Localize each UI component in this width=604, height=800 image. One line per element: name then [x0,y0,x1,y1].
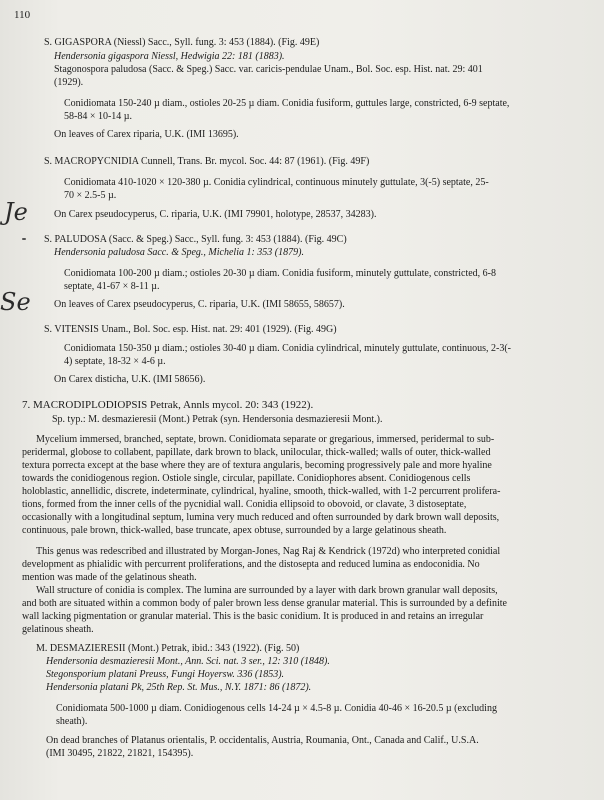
text-line: This genus was redescribed and illustrated by Morgan-Jones, Nag Raj & Kendrick (1972d) who interpreted conidial [36,546,501,557]
handwritten-mark-je: Je [4,198,28,226]
text-line: peridermal, globose to collabent, papillate, dark brown to black, unilocular, thick-walled; walls of outer, thick-walled [22,447,491,458]
genus-type-species: Sp. typ.: M. desmazieresii (Mont.) Petrak (syn. Hendersonia desmazieresii Mont.). [52,414,383,425]
entry-gigaspora-synonym-1: Hendersonia gigaspora Niessl, Hedwigia 22: 181 (1883). [54,51,285,62]
entry-desmazieresii-synonym-2: Stegonsporium platani Preuss, Fungi Hoyersw. 336 (1853). [46,669,285,680]
entry-gigaspora-synonym-2-cont: (1929). [54,77,84,88]
entry-gigaspora-synonym-2: Stagonospora paludosa (Sacc. & Speg.) Sacc. var. caricis-pendulae Unam., Bol. Soc. esp. Hist. nat. 29: 401 [54,64,483,75]
entry-paludosa-heading: S. PALUDOSA (Sacc. & Speg.) Sacc., Syll. fung. 3: 453 (1884). (Fig. 49C) [44,234,347,245]
entry-paludosa-description: Conidiomata 100-200 µ diam.; ostioles 20-30 µ diam. Conidia fusiform, minutely guttulate, constricted, 6-8 [64,268,497,279]
handwritten-mark-se: Se [0,288,31,316]
genus-wall-structure [22,584,582,636]
entry-desmazieresii-host: On dead branches of Platanus orientalis, P. occidentalis, Austria, Roumania, Ont., Canada and Calif., U.S.A. [46,735,479,746]
text-line: textura porrecta except at the base where they are of textura angularis, becoming progressively pale and more hyaline [22,460,492,471]
entry-desmazieresii-heading: M. DESMAZIERESII (Mont.) Petrak, ibid.: 343 (1922). (Fig. 50) [36,643,300,654]
text-line: towards the conidiogenous region. Ostiole single, circular, papillate. Conidiophores absent. Conidiogenous cells [22,473,471,484]
text-line: holoblastic, annellidic, discrete, indeterminate, cylindrical, hyaline, smooth, thick-walled, with 1-2 percurrent prolifera- [22,486,501,497]
entry-gigaspora-description-cont: 58-84 × 10-14 µ. [64,111,133,122]
entry-macropycnidia-heading: S. MACROPYCNIDIA Cunnell, Trans. Br. mycol. Soc. 44: 87 (1961). (Fig. 49F) [44,156,370,167]
entry-paludosa-description-cont: septate, 41-67 × 8-11 µ. [64,281,160,292]
text-line: continuous, pale brown, thick-walled, base truncate, apex obtuse, surrounded by a large gelatinous sheath. [22,525,447,536]
entry-desmazieresii-host-cont: (IMI 30495, 21822, 21821, 154395). [46,748,194,759]
entry-macropycnidia-host: On Carex pseudocyperus, C. riparia, U.K. (IMI 79901, holotype, 28537, 34283). [54,209,377,220]
text-line: gelatinous sheath. [22,624,94,635]
entry-vitensis-heading: S. VITENSIS Unam., Bol. Soc. esp. Hist. nat. 29: 401 (1929). (Fig. 49G) [44,324,337,335]
entry-paludosa-synonym: Hendersonia paludosa Sacc. & Speg., Michelia 1: 353 (1879). [54,247,304,258]
entry-macropycnidia-description-cont: 70 × 2.5-5 µ. [64,190,117,201]
text-line: and both are situated within a common body of paler brown less dense granular material. This is surrounded by a definite [22,598,507,609]
page-number: 110 [14,9,31,21]
entry-paludosa-host: On leaves of Carex pseudocyperus, C. riparia, U.K. (IMI 58655, 58657). [54,299,345,310]
entry-vitensis-description: Conidiomata 150-350 µ diam.; ostioles 30-40 µ diam. Conidia cylindrical, minutely guttulate, continuous, 2-3(- [64,343,512,354]
genus-heading: 7. MACRODIPLODIOPSIS Petrak, Annls mycol. 20: 343 (1922). [22,399,314,411]
entry-macropycnidia-description: Conidiomata 410-1020 × 120-380 µ. Conidia cylindrical, continuous minutely guttulate, 3(-5) septate, 25- [64,177,489,188]
text-line: Mycelium immersed, branched, septate, brown. Conidiomata separate or gregarious, immersed, peridermal to sub- [36,434,495,445]
text-line: Wall structure of conidia is complex. The lumina are surrounded by a layer with dark brown granular wall deposits, [36,585,498,596]
entry-gigaspora-heading: S. GIGASPORA (Niessl) Sacc., Syll. fung. 3: 453 (1884). (Fig. 49E) [44,37,320,48]
entry-desmazieresii-synonym-1: Hendersonia desmazieresii Mont., Ann. Sci. nat. 3 ser., 12: 310 (1848). [46,656,330,667]
genus-description [22,433,582,537]
text-line: mention was made of the gelatinous sheath. [22,572,197,583]
entry-desmazieresii-synonym-3: Hendersonia platani Pk, 25th Rep. St. Mus., N.Y. 1871: 86 (1872). [46,682,312,693]
genus-discussion [22,545,582,584]
entry-desmazieresii-description: Conidiomata 500-1000 µ diam. Conidiogenous cells 14-24 µ × 4.5-8 µ. Conidia 40-46 × 16-20.5 µ (excluding [56,703,497,714]
text-line: wall lacking pigmentation or granular material. This is the basic conidium. It is produced in and retains an irregular [22,611,484,622]
text-line: occasionally with a longitudinal septum, lumina very much reduced and often surrounded by dark brown wall deposits, [22,512,500,523]
entry-vitensis-host: On Carex disticha, U.K. (IMI 58656). [54,374,206,385]
entry-vitensis-description-cont: 4) septate, 18-32 × 4-6 µ. [64,356,166,367]
entry-gigaspora-description: Conidiomata 150-240 µ diam., ostioles 20-25 µ diam. Conidia fusiform, guttules large, constricted, 6-9 septate, [64,98,510,109]
text-line: tions, formed from the inner cells of the pycnidial wall. Conidia ellipsoid to obovoid, or clavate, 3 distoseptate, [22,499,467,510]
margin-dot [22,238,26,240]
text-line: development as phialidic with percurrent proliferations, and the distosepta and reduced lumina as endoconidia. No [22,559,480,570]
entry-gigaspora-host: On leaves of Carex riparia, U.K. (IMI 13695). [54,129,239,140]
entry-desmazieresii-description-cont: sheath). [56,716,88,727]
